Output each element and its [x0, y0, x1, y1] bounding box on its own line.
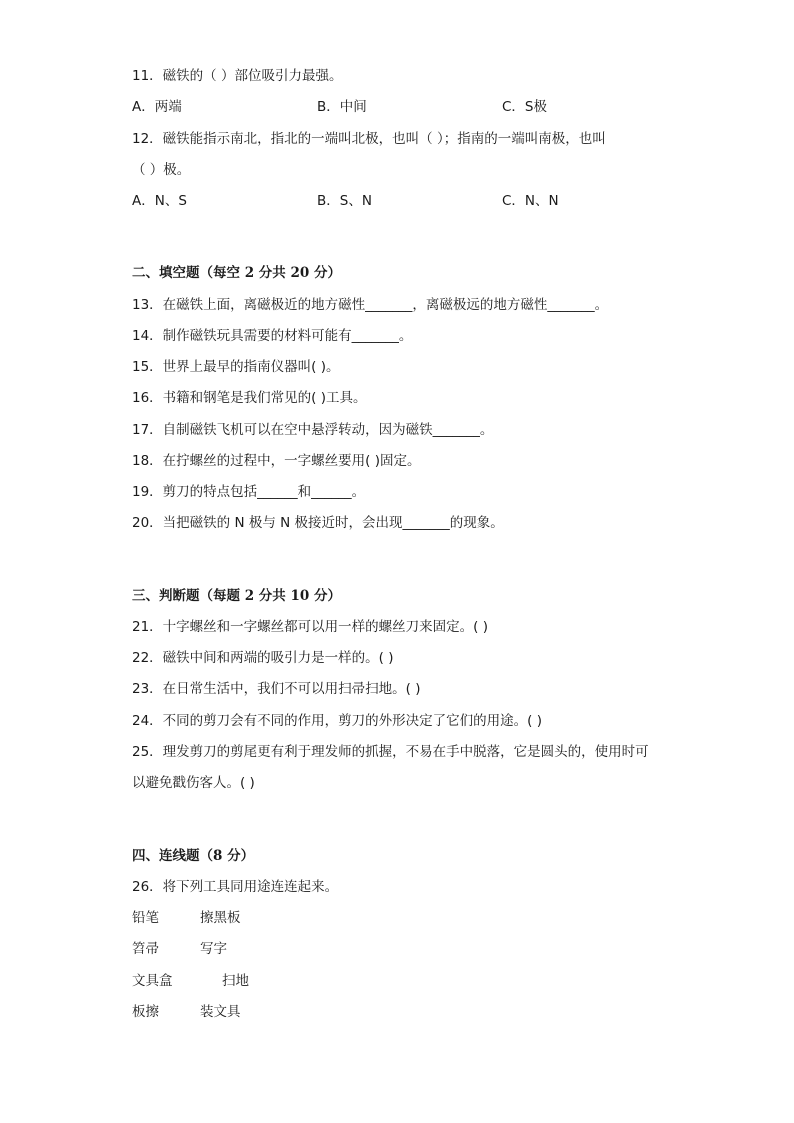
question-11-stem: 11．磁铁的（ ）部位吸引力最强。	[132, 68, 343, 84]
question-12-option-c: C．N、N	[502, 193, 559, 209]
question-26: 26．将下列工具同用途连连起来。	[132, 879, 339, 895]
question-23: 23．在日常生活中，我们不可以用扫帚扫地。( )	[132, 681, 421, 697]
question-12-stem-line2: （ ）极。	[132, 162, 191, 178]
question-12-option-b: B．S、N	[317, 193, 372, 209]
question-19: 19．剪刀的特点包括______和______。	[132, 484, 366, 500]
question-11-option-b: B．中间	[317, 99, 367, 115]
question-17: 17．自制磁铁飞机可以在空中悬浮转动，因为磁铁_______。	[132, 422, 494, 438]
match-right-item: 擦黑板	[200, 910, 241, 926]
question-11-option-c: C．S极	[502, 99, 547, 115]
question-18: 18．在拧螺丝的过程中，一字螺丝要用( )固定。	[132, 453, 421, 469]
question-21: 21．十字螺丝和一字螺丝都可以用一样的螺丝刀来固定。( )	[132, 619, 489, 635]
match-left-item: 板擦	[132, 1004, 159, 1020]
question-25-line1: 25．理发剪刀的剪尾更有利于理发师的抓握，不易在手中脱落，它是圆头的，使用时可	[132, 744, 649, 760]
section-2-title: 二、填空题（每空 2 分共 20 分）	[132, 265, 341, 281]
match-right-item: 写字	[200, 941, 227, 957]
question-16: 16．书籍和钢笔是我们常见的( )工具。	[132, 390, 367, 406]
question-12-option-a: A．N、S	[132, 193, 187, 209]
match-left-item: 铅笔	[132, 910, 159, 926]
match-left-item: 文具盒	[132, 973, 173, 989]
question-14: 14．制作磁铁玩具需要的材料可能有_______。	[132, 328, 413, 344]
match-left-item: 笤帚	[132, 941, 159, 957]
question-11-option-a: A．两端	[132, 99, 182, 115]
section-4-title: 四、连线题（8 分）	[132, 848, 255, 864]
question-25-line2: 以避免戳伤客人。( )	[132, 775, 255, 791]
match-right-item: 扫地	[222, 973, 249, 989]
question-24: 24．不同的剪刀会有不同的作用，剪刀的外形决定了它们的用途。( )	[132, 713, 543, 729]
question-15: 15．世界上最早的指南仪器叫( )。	[132, 359, 340, 375]
section-3-title: 三、判断题（每题 2 分共 10 分）	[132, 588, 341, 604]
question-12-stem-line1: 12．磁铁能指示南北，指北的一端叫北极，也叫（ ）；指南的一端叫南极，也叫	[132, 131, 606, 147]
question-13: 13．在磁铁上面，离磁极近的地方磁性_______，离磁极远的地方磁性_______。	[132, 297, 609, 313]
question-22: 22．磁铁中间和两端的吸引力是一样的。( )	[132, 650, 394, 666]
match-right-item: 装文具	[200, 1004, 241, 1020]
question-20: 20．当把磁铁的 N 极与 N 极接近时，会出现_______的现象。	[132, 515, 504, 531]
